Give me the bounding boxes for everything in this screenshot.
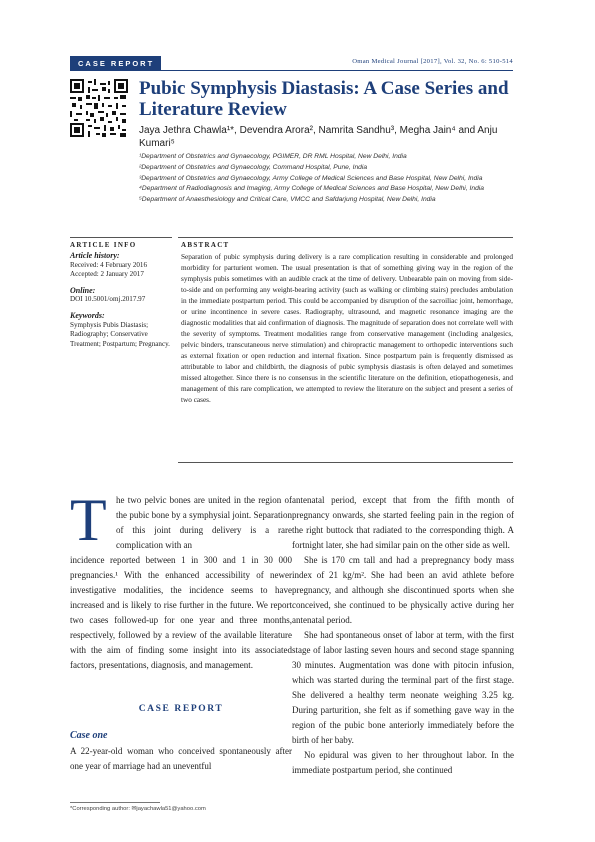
affiliation: ⁴Department of Radiodiagnosis and Imaging, Army College of Medical Sciences and Base Hospital, New Delhi, India (139, 185, 485, 193)
info-rule (70, 237, 172, 238)
drop-cap: T (70, 487, 107, 553)
corresponding-author-footnote: *Corresponding author: ✉jayachawla51@yahoo.com (70, 806, 206, 812)
intro-paragraph-start: he two pelvic bones are united in the region of the pubic bone by a symphysial joint. Separation of this joint during delivery is a rare complication with an (116, 495, 292, 550)
article-type-tag: CASE REPORT (70, 56, 161, 70)
abstract-rule (178, 237, 513, 238)
qr-code[interactable] (70, 79, 128, 137)
affiliation: ³Department of Obstetrics and Gynaecology, Army College of Medical Sciences and Base Hospital, New Delhi, India (139, 174, 483, 182)
affiliation: ¹Department of Obstetrics and Gynaecology, PGIMER, DR RML Hospital, New Delhi, India (139, 153, 407, 160)
case-one-text: A 22-year-old woman who conceived spontaneously after one year of marriage had an uneventful (70, 746, 292, 771)
affiliation: ²Department of Obstetrics and Gynaecology, Command Hospital, Pune, India (139, 163, 368, 171)
affiliation: ⁵Department of Anaesthesiology and Critical Care, VMCC and Safdarjung Hospital, New Delhi, India (139, 196, 436, 204)
intro-paragraph-rest: incidence reported between 1 in 300 and 1 in 30 000 pregnancies.¹ With the enhanced accessibility of newer investigative modalities, the incidence seems to have increased and is likely to rise further in the future. We report two cases followed-up for one year and three months, respectively, followed by a review of the available literature with the aim of finding some insight into its associated factors, presentations, diagnosis, and management. (70, 555, 292, 670)
case-report-heading: CASE REPORT (138, 704, 224, 714)
body-paragraph: She had spontaneous onset of labor at term, with the first stage of labor lasting seven hours and second stage spanning 30 minutes. Augmentation was done with pitocin infusion, which was started during the terminal part of the first stage. She delivered a healthy term neonate weighing 3.25 kg. During parturition, she felt as if something gave way in the region of the pubic bone anteriorly immediately before the birth of her baby. (292, 630, 514, 745)
online-label: Online: (70, 285, 96, 295)
history-label: Article history: (70, 251, 120, 260)
right-column (292, 493, 514, 778)
doi-link[interactable]: DOI 10.5001/omj.2017.97 (70, 295, 146, 304)
article-title: Pubic Symphysis Diastasis: A Case Series and Literature Review (139, 78, 509, 120)
case-one-text-block (70, 744, 292, 774)
intro-first-lines (116, 493, 292, 553)
left-column (70, 553, 292, 673)
keywords: Symphysis Pubis Diastasis; Radiography; Conservative Treatment; Postpartum; Pregnancy. (70, 320, 170, 348)
received-date: Received: 4 February 2016 (70, 260, 148, 269)
affiliations (139, 152, 519, 206)
abstract-end-rule (178, 462, 513, 463)
footnote-rule (70, 802, 160, 803)
abstract-text: Separation of pubic symphysis during delivery is a rare complication resulting in considerable and prolonged morbidity for parturient women. The usual presentation is that of something giving way in the region of the symphysis pubis sometimes with an audible crack at the time of delivery. Unbearable pain on moving from side-to-side and on performing any weight-bearing activity (such as walking or climbing stairs) precludes ambulation in the immediate postpartum period. This could be accompanied by disruption of the sacroiliac joint, hemorrhage, or urine incontinence in severe cases. Radiography, ultrasound, and magnetic resonance imaging are the diagnostic modalities that aid confirmation of diagnosis. The magnitude of separation does not correlate well with the severity of symptoms. Treatment modalities range from conservative management (including analgesics, pelvic binders, transcutaneous nerve stimulation) and chiropractic management to orthopedic interventions such as external fixation or open reduction and internal fixation. Since postpartum pain is frequently dismissed as attributable to labor and childbirth, the diagnosis of pubic symphysis diastasis is often delayed and sometimes missed altogether. Since there is no consensus in the scientific literature on the definition, etiopathogenesis, and management of this rare complication, we attempted to review the literature on the subject and present a series of two cases. (181, 253, 513, 404)
case-one-heading: Case one (70, 730, 108, 741)
journal-citation: Oman Medical Journal [2017], Vol. 32, No. 6: 510-514 (352, 58, 513, 65)
article-info-heading: ARTICLE INFO (70, 241, 137, 249)
keywords-label: Keywords: (70, 310, 105, 320)
body-paragraph: No epidural was given to her throughout labor. In the immediate postpartum period, she continued (292, 750, 514, 775)
abstract-heading: ABSTRACT (181, 241, 230, 249)
body-paragraph: antenatal period, except that from the fifth month of pregnancy onwards, she started feeling pain in the region of the right buttock that radiated to the corresponding thigh. A fortnight later, she had similar pain on the other side as well. (292, 495, 514, 550)
body-paragraph: She is 170 cm tall and had a prepregnancy body mass index of 21 kg/m². She had been an avid athlete before pregnancy, and although she discontinued sports when she conceived, she continued to be physically active during her antenatal period. (292, 555, 514, 625)
author-list: Jaya Jethra Chawla¹*, Devendra Arora², Namrita Sandhu³, Megha Jain⁴ and Anju Kumari⁵ (139, 125, 498, 149)
accepted-date: Accepted: 2 January 2017 (70, 270, 144, 279)
header-rule (70, 70, 513, 71)
article-info (70, 251, 174, 349)
